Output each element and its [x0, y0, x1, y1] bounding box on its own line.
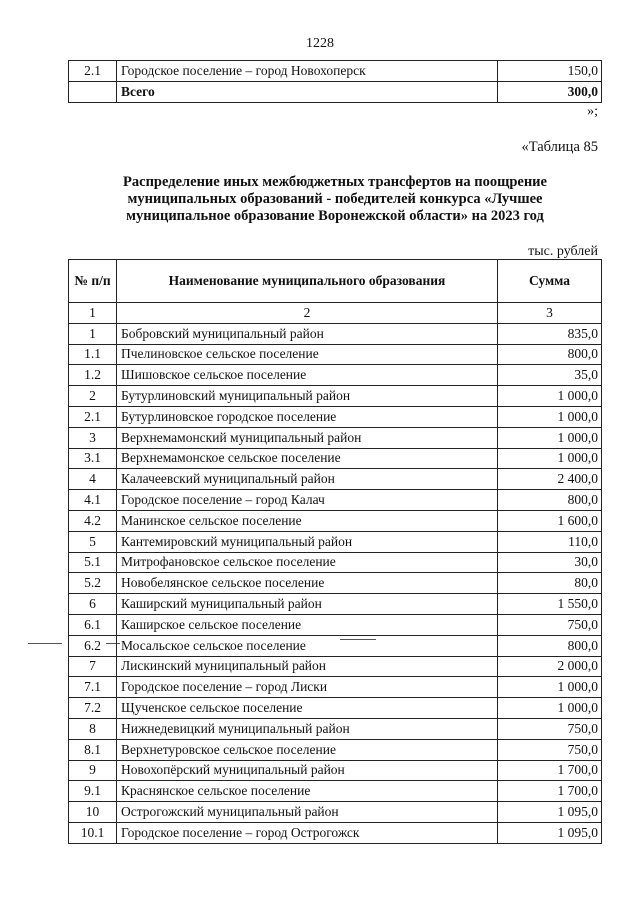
row-name: Городское поселение – город Калач: [117, 490, 498, 511]
table-row: [69, 365, 602, 386]
row-name: Городское поселение – город Острогожск: [117, 822, 498, 843]
row-number: 9: [69, 760, 117, 781]
table-row: [69, 427, 602, 448]
row-name: Щученское сельское поселение: [117, 698, 498, 719]
row-number: 5: [69, 531, 117, 552]
row-name: Бутурлиновское городское поселение: [117, 406, 498, 427]
row-name: Калачеевский муниципальный район: [117, 469, 498, 490]
table-row: [69, 406, 602, 427]
row-sum: 1 000,0: [498, 448, 602, 469]
row-sum: 1 000,0: [498, 386, 602, 407]
row-sum: 2 000,0: [498, 656, 602, 677]
row-number: 8: [69, 718, 117, 739]
total-row: [69, 82, 602, 103]
row-name: Лискинский муниципальный район: [117, 656, 498, 677]
row-sum: 800,0: [498, 490, 602, 511]
row-number: 10: [69, 802, 117, 823]
row-name: Митрофановское сельское поселение: [117, 552, 498, 573]
row-name: Нижнедевицкий муниципальный район: [117, 718, 498, 739]
row-name: Острогожский муниципальный район: [117, 802, 498, 823]
table-row: [69, 386, 602, 407]
row-number: 3: [69, 427, 117, 448]
table-row: [69, 802, 602, 823]
table-row: [69, 448, 602, 469]
index-cell: 3: [498, 303, 602, 324]
header-name: Наименование муниципального образования: [117, 260, 498, 303]
row-name: Кантемировский муниципальный район: [117, 531, 498, 552]
table-row: [69, 510, 602, 531]
row-sum: 835,0: [498, 323, 602, 344]
row-sum: 30,0: [498, 552, 602, 573]
table-row: [69, 490, 602, 511]
row-name: Краснянское сельское поселение: [117, 781, 498, 802]
row-name: Верхнетуровское сельское поселение: [117, 739, 498, 760]
table-row: [69, 469, 602, 490]
row-number: 2.1: [69, 406, 117, 427]
table-row: [69, 344, 602, 365]
table-row: [69, 739, 602, 760]
column-index-row: [69, 303, 602, 324]
table-row: [69, 677, 602, 698]
page-number: 1228: [306, 36, 334, 51]
row-name: Городское поселение – город Новохоперск: [117, 61, 498, 82]
row-number: 9.1: [69, 781, 117, 802]
row-number: 4.2: [69, 510, 117, 531]
row-name: Шишовское сельское поселение: [117, 365, 498, 386]
row-sum: 35,0: [498, 365, 602, 386]
table-row: [69, 594, 602, 615]
row-number: [69, 82, 117, 103]
row-sum: 800,0: [498, 344, 602, 365]
table-label: «Таблица 85: [521, 139, 598, 155]
row-number: 4.1: [69, 490, 117, 511]
total-label: Всего: [117, 82, 498, 103]
row-number: 1.2: [69, 365, 117, 386]
table-row: [69, 656, 602, 677]
row-name: Манинское сельское поселение: [117, 510, 498, 531]
row-number: 7.2: [69, 698, 117, 719]
table-row: [69, 323, 602, 344]
row-name: Новохопёрский муниципальный район: [117, 760, 498, 781]
row-number: 10.1: [69, 822, 117, 843]
table-row: [69, 614, 602, 635]
row-number: 6: [69, 594, 117, 615]
header-sum: Сумма: [498, 260, 602, 303]
row-number: 7.1: [69, 677, 117, 698]
row-sum: 1 000,0: [498, 698, 602, 719]
row-sum: 1 600,0: [498, 510, 602, 531]
row-number: 1.1: [69, 344, 117, 365]
table-row: [69, 531, 602, 552]
units-label: тыс. рублей: [528, 244, 598, 259]
row-number: 2: [69, 386, 117, 407]
row-sum: 800,0: [498, 635, 602, 656]
transfers-table: [68, 259, 602, 844]
row-sum: 750,0: [498, 739, 602, 760]
row-name: Каширское сельское поселение: [117, 614, 498, 635]
scan-margin-mark: [28, 643, 62, 644]
row-number: 8.1: [69, 739, 117, 760]
table-row: [69, 781, 602, 802]
index-cell: 1: [69, 303, 117, 324]
row-sum: 110,0: [498, 531, 602, 552]
row-sum: 1 000,0: [498, 427, 602, 448]
row-name: Мосальское сельское поселение: [117, 635, 498, 656]
row-number: 4: [69, 469, 117, 490]
row-sum: 750,0: [498, 718, 602, 739]
row-number: 1: [69, 323, 117, 344]
row-name: Верхнемамонское сельское поселение: [117, 448, 498, 469]
header-number: № п/п: [69, 260, 117, 303]
row-name: Новобелянское сельское поселение: [117, 573, 498, 594]
row-number: 2.1: [69, 61, 117, 82]
row-name: Пчелиновское сельское поселение: [117, 344, 498, 365]
table-row: [69, 718, 602, 739]
row-sum: 1 700,0: [498, 760, 602, 781]
row-sum: 1 095,0: [498, 802, 602, 823]
row-number: 6.1: [69, 614, 117, 635]
row-number: 6.2: [69, 635, 117, 656]
row-number: 3.1: [69, 448, 117, 469]
row-number: 5.2: [69, 573, 117, 594]
row-sum: 1 000,0: [498, 677, 602, 698]
table-header: [69, 260, 602, 303]
row-sum: 750,0: [498, 614, 602, 635]
row-sum: 1 000,0: [498, 406, 602, 427]
row-name: Верхнемамонский муниципальный район: [117, 427, 498, 448]
row-sum: 2 400,0: [498, 469, 602, 490]
table-row: [69, 61, 602, 82]
table-row: [69, 698, 602, 719]
row-name: Бобровский муниципальный район: [117, 323, 498, 344]
row-name: Городское поселение – город Лиски: [117, 677, 498, 698]
table-row: [69, 573, 602, 594]
table-row: [69, 552, 602, 573]
index-cell: 2: [117, 303, 498, 324]
row-name: Каширский муниципальный район: [117, 594, 498, 615]
continued-table: [68, 60, 602, 103]
table-row: [69, 635, 602, 656]
row-number: 5.1: [69, 552, 117, 573]
row-sum: 1 700,0: [498, 781, 602, 802]
row-sum: 1 095,0: [498, 822, 602, 843]
row-number: 7: [69, 656, 117, 677]
table-row: [69, 760, 602, 781]
row-sum: 80,0: [498, 573, 602, 594]
closing-quote: »;: [587, 104, 598, 119]
row-name: Бутурлиновский муниципальный район: [117, 386, 498, 407]
row-sum: 150,0: [498, 61, 602, 82]
total-sum: 300,0: [498, 82, 602, 103]
document-title: Распределение иных межбюджетных трансфертов на поощрение муниципальных образований - победителей конкурса «Лучшее муниципальное образование Воронежской области» на 2023 год: [123, 174, 547, 224]
table-row: [69, 822, 602, 843]
row-sum: 1 550,0: [498, 594, 602, 615]
